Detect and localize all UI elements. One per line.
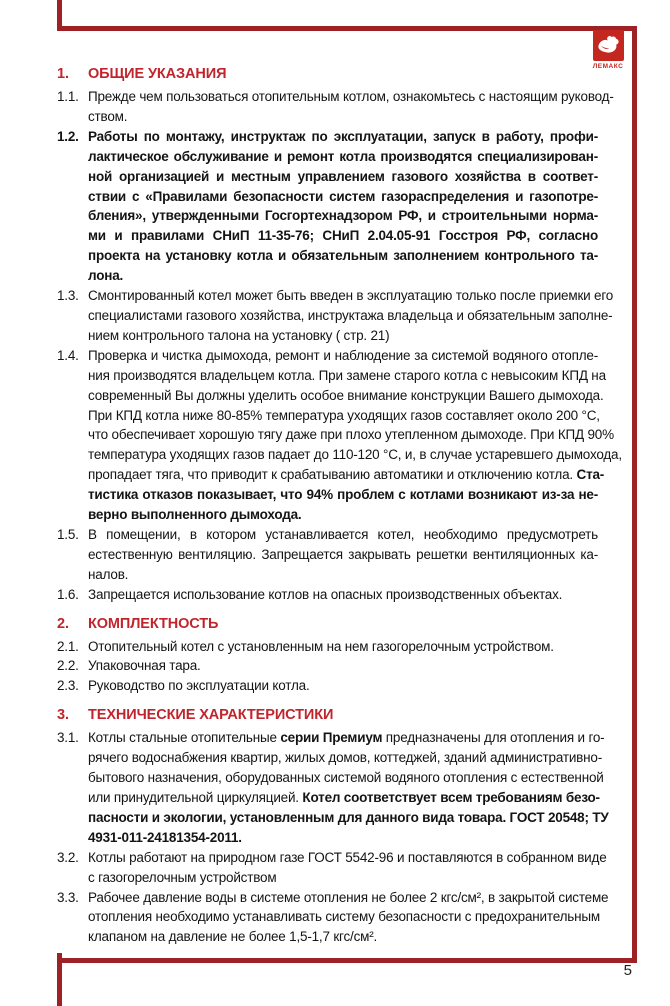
- text-run: ством.: [88, 108, 128, 124]
- list-item: [57, 888, 609, 948]
- text-line: [88, 676, 598, 696]
- item-number: 1.1.: [57, 89, 79, 104]
- text-line: [88, 187, 598, 207]
- item-text: [88, 525, 598, 585]
- item-number: 1.6.: [57, 586, 79, 602]
- bold-run: лона.: [88, 268, 124, 284]
- text-line: [88, 828, 598, 848]
- item-text: [88, 888, 609, 948]
- text-run: Прежде чем пользоваться отопительным котлом, ознакомьтесь с настоящим руковод-: [88, 89, 614, 104]
- text-line: [88, 585, 598, 605]
- list-item: [57, 87, 614, 127]
- text-run: специалистами газового хозяйства, инструктажа владельца и обязательным заполне-: [88, 307, 613, 323]
- text-line: [88, 927, 598, 947]
- text-line: [88, 346, 598, 366]
- text-line: [88, 637, 598, 657]
- text-line: [88, 808, 609, 828]
- text-run: Рабочее давление воды в системе отопления не более 2 кгс/см², в закрытой системе: [88, 889, 609, 905]
- text-line: [88, 386, 604, 406]
- bold-run: Ста-: [576, 467, 605, 483]
- text-run: температура уходящих газов падает до 110-120 °С, и, в случае устаревшего дымохода,: [88, 447, 622, 463]
- text-line: [88, 505, 598, 525]
- item-text: [88, 637, 598, 657]
- section-title: ОБЩИЕ УКАЗАНИЯ: [88, 66, 227, 82]
- text-line: [88, 748, 603, 768]
- text-line: [88, 445, 622, 465]
- page-border-bottom-stub: [57, 953, 62, 1006]
- text-run: Руководство по эксплуатации котла.: [88, 678, 310, 694]
- section-heading: [57, 705, 598, 725]
- text-run: с газогорелочным устройством: [88, 869, 277, 885]
- text-line: [88, 907, 598, 927]
- item-number: 1.2.: [57, 128, 79, 144]
- text-run: нием контрольного талона на установку ( стр. 21): [88, 327, 390, 343]
- text-line: [88, 868, 598, 888]
- bold-run: Котел соответствует всем требованиям безо-: [302, 790, 600, 805]
- text-line: [88, 848, 607, 868]
- text-run: Отопительный котел с установленным на нем газогорелочным устройством.: [88, 638, 554, 654]
- list-item: [57, 656, 598, 676]
- text-line: [88, 788, 598, 808]
- text-run: предназначены для отопления и го-: [382, 730, 605, 746]
- text-line: [88, 286, 614, 306]
- text-run: отопления необходимо устанавливать систему безопасности с предохранительным: [88, 909, 600, 925]
- bold-run: Работы по монтажу, инструктаж по эксплуатации, запуск в работу, профи-: [88, 128, 598, 144]
- section-number: 1.: [57, 66, 69, 82]
- item-number: 2.2.: [57, 658, 79, 674]
- item-number: 1.5.: [57, 526, 79, 542]
- text-run: Котлы работают на природном газе ГОСТ 5542-96 и поставляются в собранном виде: [88, 849, 607, 865]
- bold-run: лактическое обслуживание и ремонт котла производятся специализирован-: [88, 148, 598, 164]
- text-run: пропадает тяга, что приводит к срабатыванию автоматики и отключению котла.: [88, 467, 577, 483]
- section-title: ТЕХНИЧЕСКИЕ ХАРАКТЕРИСТИКИ: [88, 707, 334, 724]
- bold-run: ми и правилами СНиП 11-35-76; СНиП 2.04.05-91 Госстроя РФ, согласно: [88, 228, 598, 244]
- bold-run: проекта на установку котла и обязательным заполнением контрольного та-: [88, 248, 598, 264]
- bold-run: верно выполненного дымохода.: [88, 507, 302, 523]
- text-line: [88, 87, 614, 107]
- text-run: естественную вентиляцию. Запрещается закрывать решетки вентиляционных ка-: [88, 546, 598, 562]
- item-number: 3.1.: [57, 730, 79, 746]
- text-run: В помещении, в котором устанавливается котел, необходимо предусмотреть: [88, 526, 598, 542]
- text-line: [88, 406, 598, 426]
- item-text: [88, 346, 622, 525]
- text-run: Котлы стальные отопительные: [88, 730, 281, 746]
- item-text: [88, 848, 607, 888]
- text-run: или принудительной циркуляцией.: [88, 790, 303, 805]
- item-number: 3.3.: [57, 889, 79, 905]
- item-text: [88, 656, 598, 676]
- text-line: [88, 107, 598, 127]
- text-run: современный Вы должны уделить особое внимание конструкции Вашего дымохода.: [88, 387, 604, 403]
- page-number: 5: [623, 962, 632, 979]
- text-run: рячего водоснабжения квартир, жилых домов, коттеджей, зданий административно-: [88, 750, 603, 766]
- bold-run: бления», утвержденными Госгортехнадзором РФ, и строительными норма-: [88, 208, 598, 224]
- text-run: налов.: [88, 566, 129, 582]
- section-heading: [57, 64, 598, 84]
- text-run: Упаковочная тара.: [88, 658, 201, 674]
- item-text: [88, 286, 614, 346]
- text-line: [88, 147, 598, 167]
- item-number: 2.1.: [57, 638, 79, 654]
- text-run: клапаном на давление не более 1,5-1,7 кгс/см².: [88, 929, 378, 945]
- list-item: [57, 848, 607, 888]
- section-number: 3.: [57, 707, 69, 724]
- text-line: [88, 306, 613, 326]
- list-item: [57, 585, 598, 605]
- section: [57, 614, 598, 697]
- list-item: [57, 637, 598, 657]
- text-line: [88, 525, 598, 545]
- text-run: бытового назначения, оборудованных системой водяного отопления с естественной: [88, 770, 604, 786]
- bold-run: серии Премиум: [280, 730, 383, 746]
- section-title: КОМПЛЕКТНОСТЬ: [88, 615, 219, 632]
- text-line: [88, 425, 614, 445]
- text-line: [88, 545, 598, 565]
- bird-icon: [595, 32, 622, 59]
- text-line: [88, 888, 609, 908]
- text-line: [88, 656, 598, 676]
- text-run: Смонтированный котел может быть введен в эксплуатацию только после приемки его: [88, 288, 614, 304]
- bold-run: тистика отказов показывает, что 94% проблем с котлами возникают из-за не-: [88, 487, 598, 503]
- bold-run: 4931-011-24181354-2011.: [88, 829, 242, 845]
- item-number: 1.3.: [57, 288, 79, 304]
- text-line: [88, 366, 606, 386]
- section: [57, 705, 609, 947]
- bold-run: пасности и экологии, установленным для данного вида товара. ГОСТ 20548; ТУ: [88, 809, 609, 825]
- text-run: При КПД котла ниже 80-85% температура уходящих газов составляет около 200 °С,: [88, 407, 600, 423]
- text-run: ния производятся владельцем котла. При замене старого котла с невысоким КПД на: [88, 367, 606, 383]
- section-heading: [57, 614, 598, 634]
- text-line: [88, 167, 598, 187]
- item-number: 1.4.: [57, 347, 79, 363]
- text-run: Проверка и чистка дымохода, ремонт и наблюдение за системой водяного отопле-: [88, 347, 598, 363]
- text-line: [88, 485, 598, 505]
- lemax-logo-mark: [593, 30, 624, 61]
- list-item: [57, 286, 614, 346]
- text-line: [88, 565, 598, 585]
- lemax-logo-brand: ЛЕМАКС: [592, 63, 624, 70]
- text-run: Запрещается использование котлов на опасных производственных объектах.: [88, 586, 563, 602]
- text-line: [88, 246, 598, 266]
- text-line: [88, 768, 604, 788]
- text-line: [88, 465, 605, 485]
- list-item: [57, 346, 622, 525]
- item-number: 2.3.: [57, 678, 79, 694]
- text-line: [88, 266, 598, 286]
- text-run: что обеспечивает хорошую тягу даже при плохо утепленном дымоходе. При КПД 90%: [88, 427, 614, 443]
- list-item: [57, 676, 598, 696]
- item-text: [88, 728, 609, 847]
- text-line: [88, 326, 598, 346]
- list-item: [57, 525, 598, 585]
- item-text: [88, 87, 614, 127]
- item-number: 3.2.: [57, 849, 79, 865]
- text-line: [88, 127, 598, 147]
- text-line: [88, 226, 598, 246]
- section-number: 2.: [57, 615, 69, 632]
- item-text: [88, 127, 598, 286]
- text-line: [88, 206, 598, 226]
- item-text: [88, 676, 598, 696]
- list-item: [57, 728, 609, 847]
- list-item: [57, 127, 598, 286]
- bold-run: ствии с «Правилами безопасности систем газораспределения и газопотре-: [88, 188, 598, 204]
- text-line: [88, 728, 605, 748]
- bold-run: ной организацией и местным управлением газового хозяйства в соответ-: [88, 168, 598, 184]
- item-text: [88, 585, 598, 605]
